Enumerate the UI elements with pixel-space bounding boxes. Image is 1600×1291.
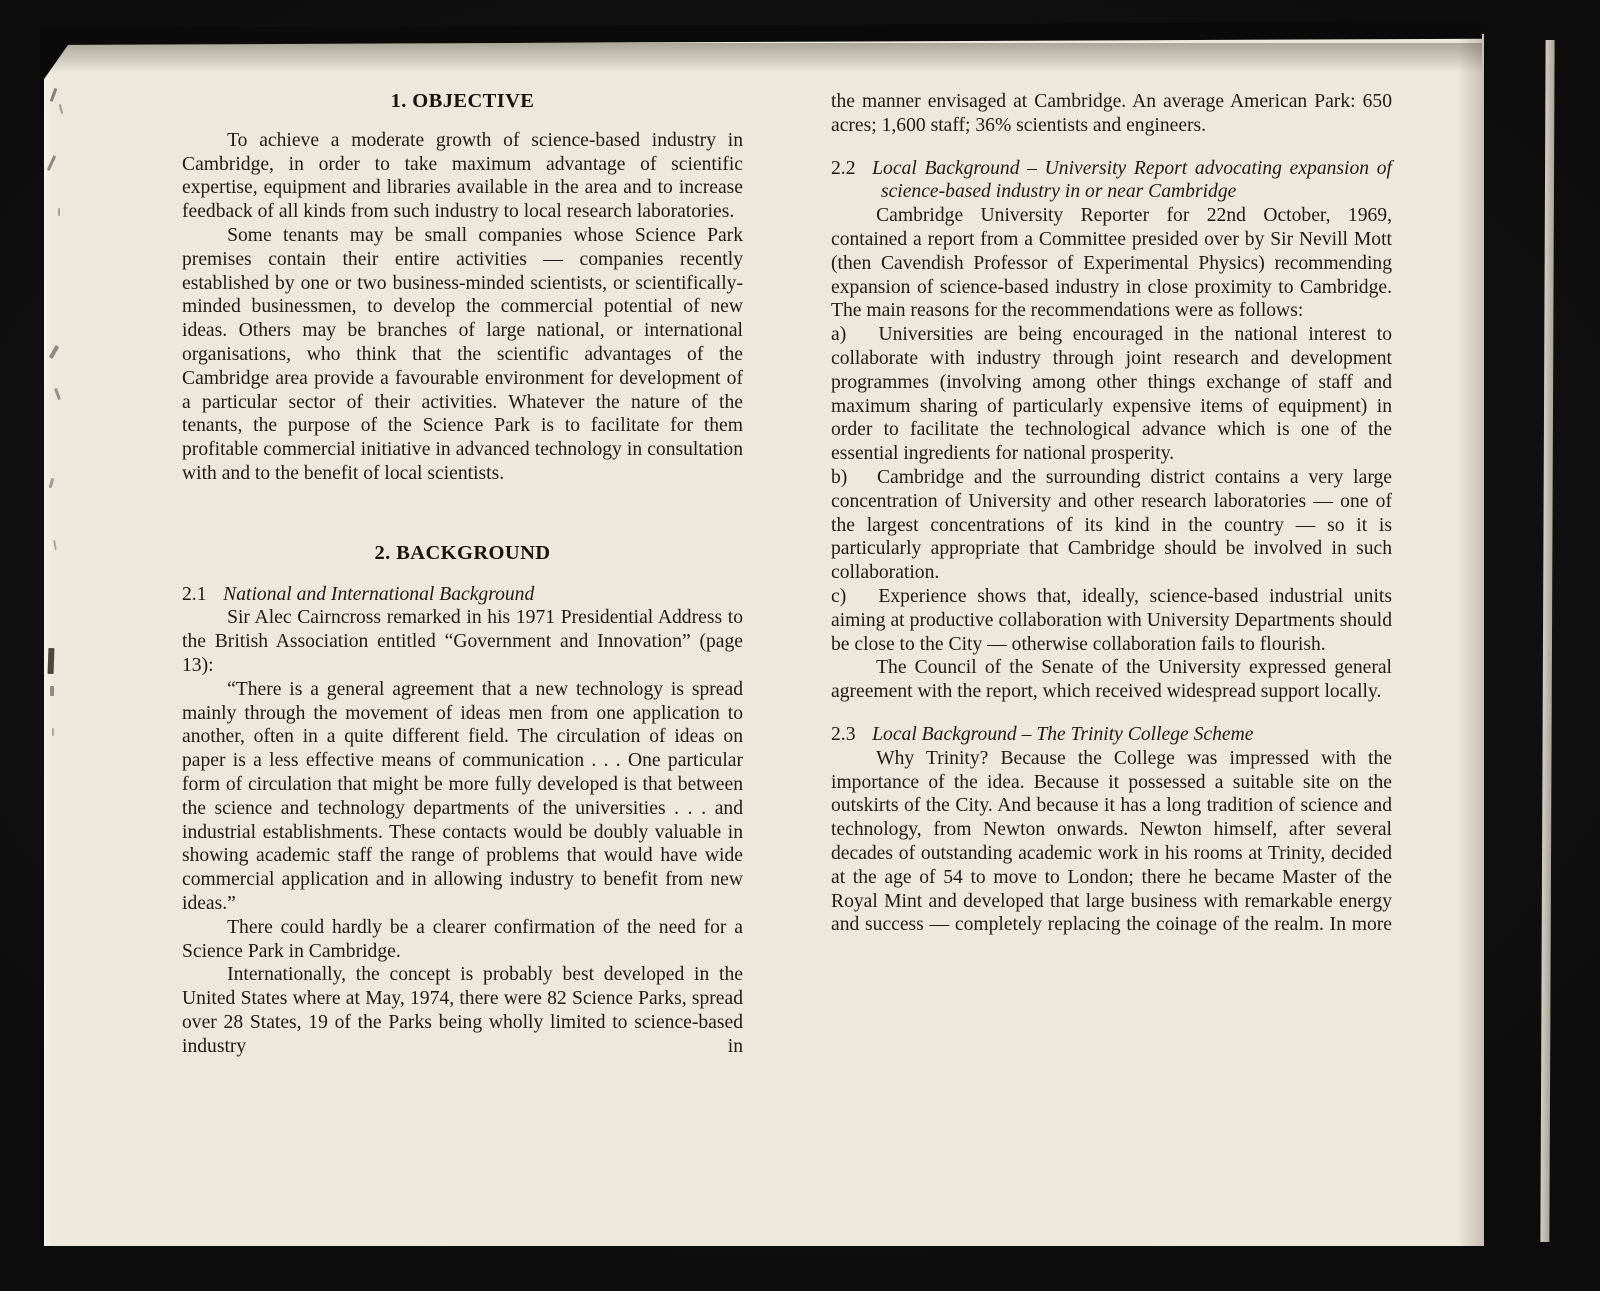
margin-mark <box>58 208 60 216</box>
document-page <box>44 34 1484 1246</box>
objective-paragraph-2: Some tenants may be small companies whose Science Park premises contain their entire activities — companies recently established by one or two business-minded scientists, or scientifically-minded businessmen, to develop the commercial potential of new ideas. Others may be branches of large national, or international organisations, who think that the scientific advantages of the Cambridge area provide a favourable environment for development of a particular sector of their activities. Whatever the nature of the tenants, the purpose of the Science Park is to facilitate for them profitable commercial initiative in advanced technology in consultation with and to the benefit of local scientists. <box>182 224 743 484</box>
report-paragraph: Cambridge University Reporter for 22nd October, 1969, contained a report from a Committee presided over by Sir Nevill Mott (then Cavendish Professor of Experimental Physics) recommending expansion of science-based industry in close proximity to Cambridge. The main reasons for the recommendations were as follows: <box>831 205 1392 322</box>
page-corner-shadow <box>40 30 74 86</box>
subsection-2-2-number: 2.2 <box>831 157 856 179</box>
background-paragraph-2: There could hardly be a clearer confirmation of the need for a Science Park in Cambridge. <box>182 916 743 962</box>
subsection-2-3-number: 2.3 <box>831 723 856 745</box>
background-paragraph-3: Internationally, the concept is probably best developed in the United States where at May, 1974, there were 82 Science Parks, spread over 28 States, 19 of the Parks being wholly limited to science-based industry in <box>182 964 743 1057</box>
section-2-heading: 2. BACKGROUND <box>374 541 551 564</box>
section-1-heading: 1. OBJECTIVE <box>390 90 535 112</box>
list-item-b: b) Cambridge and the surrounding district contains a very large concentration of University and other research laboratories — one of the largest concentrations of its kind in the country — so it is particularly appropriate that Cambridge should be involved in such collaboration. <box>831 466 1392 584</box>
subsection-2-2-heading <box>831 157 1392 205</box>
trinity-paragraph: Why Trinity? Because the College was impressed with the importance of the idea. Because it possessed a suitable site on the outskirts of the City. And because it has a long tradition of science and technology, from Newton onwards. Newton himself, after several decades of outstanding academic work in his rooms at Trinity, decided at the age of 54 to move to London; there he became Master of the Royal Mint and developed that large business with remarkable energy and success — completely replacing the coinage of the realm. In more <box>831 747 1392 936</box>
continuation-paragraph: the manner envisaged at Cambridge. An average American Park: 650 acres; 1,600 staff; 36% scientists and engineers. <box>831 91 1392 136</box>
subsection-2-3-title: Local Background – The Trinity College Scheme <box>872 723 1254 745</box>
left-column <box>182 90 743 1058</box>
right-column <box>831 90 1392 1058</box>
subsection-2-1-number: 2.1 <box>182 583 207 605</box>
adjacent-page-edge <box>1540 40 1554 1242</box>
subsection-2-1-title: National and International Background <box>223 583 535 605</box>
subsection-2-2-title: Local Background – University Report advocating expansion of science-based industry in or near Cambridge <box>872 157 1392 203</box>
council-paragraph: The Council of the Senate of the University expressed general agreement with the report, which received widespread support locally. <box>831 657 1392 703</box>
subsection-2-1-heading <box>182 583 743 607</box>
margin-mark <box>48 648 55 674</box>
page-content <box>182 90 1392 1058</box>
page-top-soft-shadow <box>46 43 1482 73</box>
margin-mark <box>52 728 54 736</box>
list-item-a: a) Universities are being encouraged in the national interest to collaborate with industry through joint research and development programmes (involving among other things exchange of staff and maximum sharing of particularly expensive items of equipment) in order to facilitate the technological advance which is one of the essential ingredients for national prosperity. <box>831 324 1392 465</box>
background-paragraph-1: Sir Alec Cairncross remarked in his 1971 Presidential Address to the British Association entitled “Government and Innovation” (page 13): <box>182 607 743 676</box>
margin-mark <box>50 686 54 696</box>
subsection-2-3-heading <box>831 723 1392 747</box>
objective-paragraph-1: To achieve a moderate growth of science-based industry in Cambridge, in order to take maximum advantage of scientific expertise, equipment and libraries available in the area and to increase feedback of all kinds from such industry to local research laboratories. <box>182 129 743 223</box>
cairncross-quote: “There is a general agreement that a new technology is spread mainly through the movement of ideas men from one application to another, often in a quite different field. The circulation of ideas on paper is a less effective means of communication . . . One particular form of circulation that might be more fully developed is that between the science and technology departments of the universities . . . and industrial establishments. These contacts would be doubly valuable in showing academic staff the range of problems that would have wide commercial application and in allowing industry to benefit from new ideas.” <box>182 678 743 914</box>
list-item-c: c) Experience shows that, ideally, science-based industrial units aiming at productive collaboration with University Departments should be close to the City — otherwise collaboration fails to flourish. <box>831 585 1392 655</box>
